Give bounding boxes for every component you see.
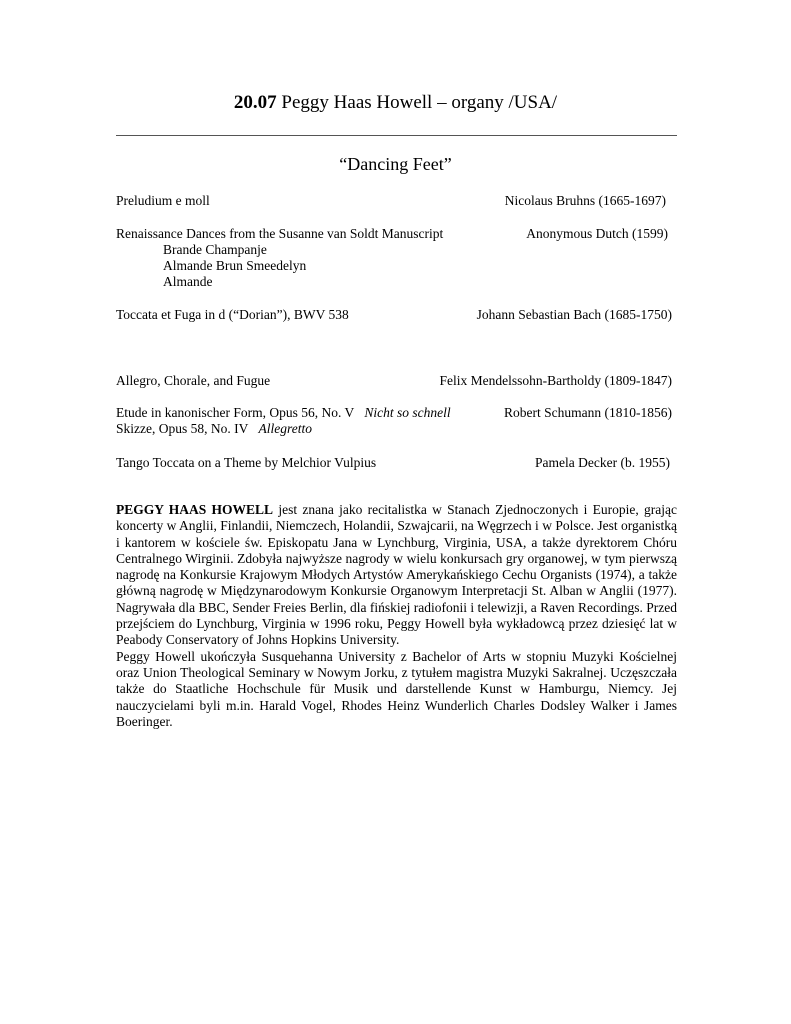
program-piece: Skizze, Opus 58, No. IV <box>116 421 249 436</box>
bio-paragraph-text: jest znana jako recitalistka w Stanach Zjednoczonych i Europie, grając koncerty w Anglii, Finlandii, Niemczech, Holandii, Szwajcarii, na Węgrzech i w Polsce. Jest organistką i kantorem w kościele św. Episkopatu Jana w Lynchburg, Virginia, USA, a także dyrektorem Chóru Centralnego Wirginii. Zdobyła najwyższe nagrody w wielu konkursach gry organowej, w tym pierwszą nagrodę na Konkursie Krajowym Młodych Artystów Amerykańskiego Cechu Organists (1974), a także główną nagrodę w Międzynarodowym Konkursie Organowym Interpretacji St. Alban w Anglii (1977). Nagrywała dla BBC, Sender Freies Berlin, dla fińskiej radiofonii i telewizji, a Raven Recordings. Przed przejściem do Lynchburg, Virginia w 1996 roku, Peggy Howell była wykładowcą przez dziesięć lat w Peabody Conservatory of Johns Hopkins University. <box>116 502 678 648</box>
program-movement: Almande Brun Smeedelyn <box>163 258 307 273</box>
program-movement: Brande Champanje <box>163 242 267 257</box>
bio-paragraph <box>116 502 677 649</box>
program-piece-with-tempo <box>116 421 312 437</box>
program-piece: Toccata et Fuga in d (“Dorian”), BWV 538 <box>116 307 349 322</box>
program-composer: Pamela Decker (b. 1955) <box>535 455 670 470</box>
program-composer: Nicolaus Bruhns (1665-1697) <box>504 193 666 208</box>
program-piece: Renaissance Dances from the Susanne van Soldt Manuscript <box>116 226 444 241</box>
heading-divider <box>116 135 677 136</box>
program-composer: Johann Sebastian Bach (1685-1750) <box>476 307 672 322</box>
concert-heading <box>0 92 791 114</box>
artist-name: PEGGY HAAS HOWELL <box>116 502 274 517</box>
artist-biography <box>116 502 677 730</box>
program-tempo: Nicht so schnell <box>364 405 451 420</box>
program-composer: Felix Mendelssohn-Bartholdy (1809-1847) <box>439 373 672 388</box>
program-piece-with-tempo <box>116 405 451 421</box>
program-movement: Almande <box>163 274 213 289</box>
program-piece: Etude in kanonischer Form, Opus 56, No. V <box>116 405 355 420</box>
program-piece: Allegro, Chorale, and Fugue <box>116 373 271 388</box>
concert-title: Peggy Haas Howell – organy /USA/ <box>281 92 558 113</box>
program-piece: Tango Toccata on a Theme by Melchior Vulpius <box>116 455 377 470</box>
program-tempo: Allegretto <box>258 421 312 436</box>
program-subtitle: “Dancing Feet” <box>339 154 452 174</box>
program-piece: Preludium e moll <box>116 193 210 208</box>
program-composer: Anonymous Dutch (1599) <box>526 226 668 241</box>
program-composer: Robert Schumann (1810-1856) <box>504 405 672 420</box>
bio-paragraph: Peggy Howell ukończyła Susquehanna University z Bachelor of Arts w stopniu Muzyki Kościelnej oraz Union Theological Seminary w Nowym Jorku, z tytułem magistra Muzyki Sakralnej. Uczęszczała także do Staatliche Hochschule für Musik und darstellende Kunst w Hamburgu, Niemcy. Jej nauczycielami byli m.in. Harald Vogel, Rhodes Heinz Wunderlich Charles Dodsley Walker i James Boeringer. <box>116 648 677 729</box>
concert-date: 20.07 <box>233 92 277 113</box>
